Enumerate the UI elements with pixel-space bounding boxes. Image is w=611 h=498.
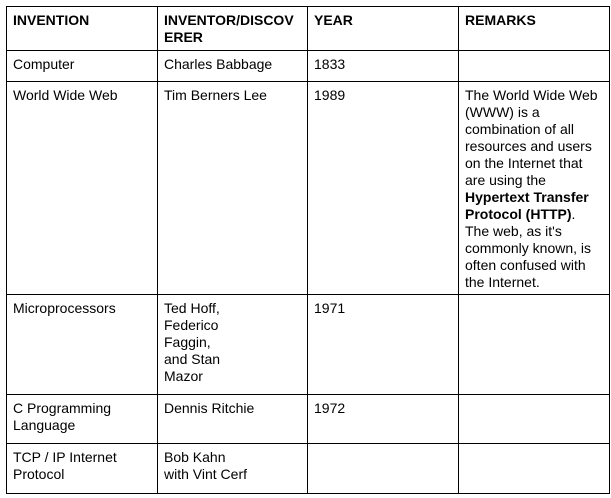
invention-cell: Computer: [7, 51, 158, 82]
inventor-line: Faggin,: [164, 334, 211, 350]
inventor-line: with Vint Cerf: [164, 466, 247, 482]
remarks-text-bold: Hypertext Transfer Protocol (HTTP): [465, 189, 589, 222]
remarks-text-before: The World Wide Web (WWW) is a combination of all resources and users on the Internet that are using the: [465, 87, 598, 188]
inventor-cell: [158, 395, 308, 444]
header-remarks: REMARKS: [459, 7, 610, 51]
year-cell: [308, 444, 459, 494]
header-inventor: INVENTOR/DISCOVERER: [158, 7, 308, 51]
remarks-text: [465, 87, 603, 291]
inventor-cell: [158, 82, 308, 295]
header-invention: INVENTION: [7, 7, 158, 51]
table-row: [7, 51, 610, 82]
inventor-line: Charles Babbage: [164, 56, 273, 72]
inventor-line: Dennis Ritchie: [164, 400, 255, 416]
year-cell: 1833: [308, 51, 459, 82]
inventor-line: Ted Hoff,: [164, 300, 220, 316]
remarks-cell: [459, 395, 610, 444]
remarks-cell: [459, 82, 610, 295]
inventor-line: Bob Kahn: [164, 449, 226, 465]
invention-cell: World Wide Web: [7, 82, 158, 295]
inventor-cell: [158, 51, 308, 82]
table-row: [7, 444, 610, 494]
inventor-cell: [158, 295, 308, 395]
invention-cell: C Programming Language: [7, 395, 158, 444]
inventor-line: Mazor: [164, 368, 203, 384]
year-cell: 1989: [308, 82, 459, 295]
remarks-cell: [459, 444, 610, 494]
remarks-text-after: . The web, as it's commonly known, is often confused with the Internet.: [465, 206, 592, 290]
remarks-cell: [459, 295, 610, 395]
inventions-table: [6, 6, 610, 494]
remarks-cell: [459, 51, 610, 82]
table-row: [7, 295, 610, 395]
header-year: YEAR: [308, 7, 459, 51]
year-cell: 1971: [308, 295, 459, 395]
table-row: [7, 395, 610, 444]
inventor-line: and Stan: [164, 351, 221, 367]
year-cell: 1972: [308, 395, 459, 444]
inventor-cell: [158, 444, 308, 494]
inventor-line: Tim Berners Lee: [164, 87, 267, 103]
inventor-line: Federico: [164, 317, 219, 333]
table-header-row: [7, 7, 610, 51]
invention-cell: Microprocessors: [7, 295, 158, 395]
table-row: [7, 82, 610, 295]
invention-cell: TCP / IP Internet Protocol: [7, 444, 158, 494]
